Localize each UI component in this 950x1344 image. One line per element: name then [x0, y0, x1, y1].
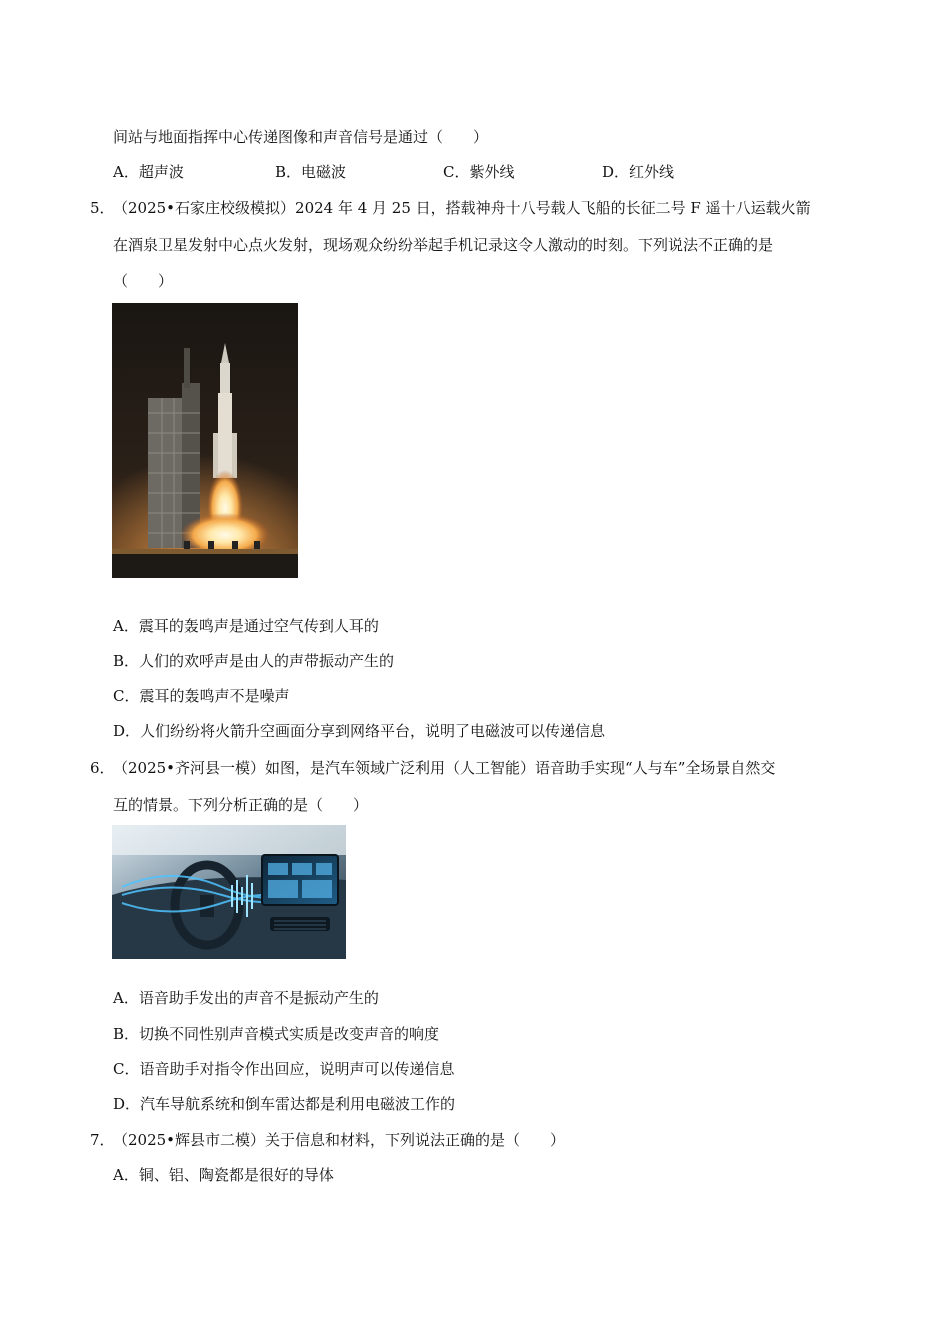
rocket-launch-photo [112, 303, 298, 578]
q5-stem-line1: （2025•石家庄校级模拟）2024 年 4 月 25 日，搭载神舟十八号载人飞船的长征二号 F 遥十八运载火箭 [113, 199, 811, 217]
q4-option-c: C．紫外线 [443, 163, 515, 181]
q5-number: 5． [90, 199, 115, 217]
q7-stem-line1: （2025•辉县市二模）关于信息和材料，下列说法正确的是（ ） [113, 1131, 566, 1149]
car-dashboard-photo [112, 825, 346, 959]
q5-option-d: D．人们纷纷将火箭升空画面分享到网络平台，说明了电磁波可以传递信息 [113, 722, 606, 740]
q5-option-c: C．震耳的轰鸣声不是噪声 [113, 687, 290, 705]
q4-stem-tail: 间站与地面指挥中心传递图像和声音信号是通过（ ） [113, 128, 489, 146]
q5-option-a: A．震耳的轰鸣声是通过空气传到人耳的 [113, 617, 379, 635]
q7-number: 7． [90, 1131, 115, 1149]
q7-option-a: A．铜、铝、陶瓷都是很好的导体 [113, 1166, 334, 1184]
q6-stem-line2: 互的情景。下列分析正确的是（ ） [113, 796, 369, 814]
q6-option-a: A．语音助手发出的声音不是振动产生的 [113, 989, 379, 1007]
q6-option-c: C．语音助手对指令作出回应，说明声可以传递信息 [113, 1060, 455, 1078]
q6-option-b: B．切换不同性别声音模式实质是改变声音的响度 [113, 1025, 440, 1043]
q4-option-a: A．超声波 [113, 163, 184, 181]
q6-option-d: D．汽车导航系统和倒车雷达都是利用电磁波工作的 [113, 1095, 456, 1113]
q5-stem-line3: （ ） [113, 272, 174, 290]
q4-option-b: B．电磁波 [275, 163, 347, 181]
q4-option-d: D．红外线 [602, 163, 675, 181]
q5-option-b: B．人们的欢呼声是由人的声带振动产生的 [113, 652, 395, 670]
q6-number: 6． [90, 759, 115, 777]
q5-stem-line2: 在酒泉卫星发射中心点火发射，现场观众纷纷举起手机记录这令人激动的时刻。下列说法不正确的是 [113, 236, 774, 254]
q6-stem-line1: （2025•齐河县一模）如图，是汽车领域广泛利用（人工智能）语音助手实现“人与车”全场景自然交 [113, 759, 776, 777]
